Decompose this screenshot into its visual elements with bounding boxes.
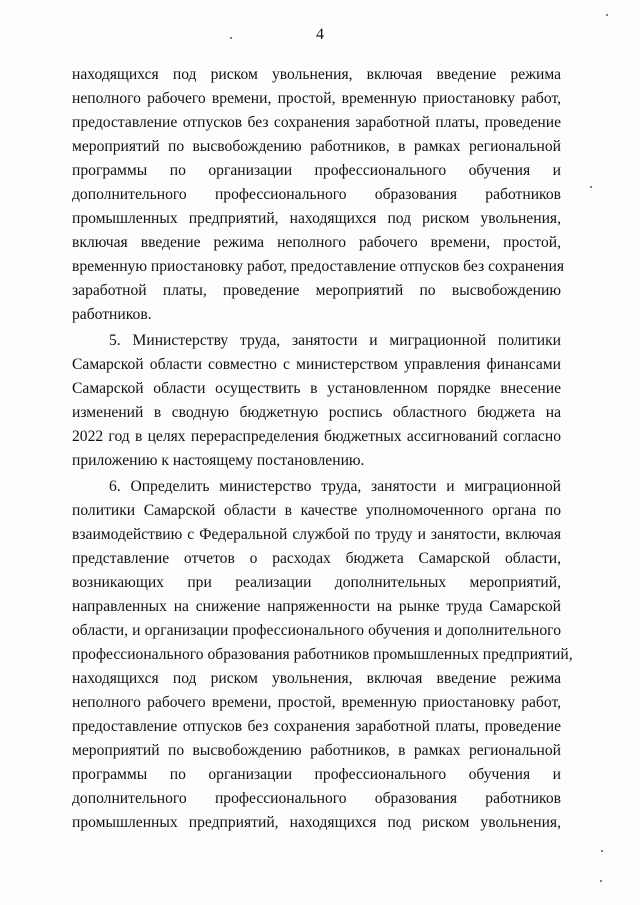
- text-line: находящихся под риском увольнения, включая введение режима: [72, 66, 561, 83]
- text-line: профессионального образования работников промышленных предприятий,: [72, 646, 573, 663]
- text-line: неполного рабочего времени, простой, временную приостановку работ,: [72, 90, 561, 107]
- text-line: заработной платы, проведение мероприятий по высвобождению: [72, 282, 561, 299]
- text-line: Самарской области совместно с министерством управления финансами: [72, 356, 561, 373]
- paragraph-5-first-line: 5. Министерству труда, занятости и миграционной политики: [109, 332, 561, 349]
- text-line: программы по организации профессионального обучения и: [72, 162, 561, 179]
- text-line: 2022 год в целях перераспределения бюджетных ассигнований согласно: [72, 428, 561, 445]
- text-line: неполного рабочего времени, простой, временную приостановку работ,: [72, 694, 561, 711]
- paragraph-6-first-line: 6. Определить министерство труда, занятости и миграционной: [109, 478, 561, 495]
- text-line: работников.: [72, 306, 152, 323]
- text-line: мероприятий по высвобождению работников, в рамках региональной: [72, 138, 561, 155]
- scan-speck: [230, 37, 232, 39]
- text-line: промышленных предприятий, находящихся под риском увольнения,: [72, 814, 561, 831]
- text-line: Самарской области осуществить в установленном порядке внесение: [72, 380, 561, 397]
- text-line: изменений в сводную бюджетную роспись областного бюджета на: [72, 404, 561, 421]
- text-line: направленных на снижение напряженности на рынке труда Самарской: [72, 598, 561, 615]
- text-line: политики Самарской области в качестве уполномоченного органа по: [72, 502, 561, 519]
- text-line: дополнительного профессионального образования работников: [72, 790, 561, 807]
- text-line: находящихся под риском увольнения, включая введение режима: [72, 670, 561, 687]
- text-line: взаимодействию с Федеральной службой по труду и занятости, включая: [72, 526, 561, 543]
- text-line: дополнительного профессионального образования работников: [72, 186, 561, 203]
- page-number: 4: [316, 26, 324, 43]
- text-line: представление отчетов о расходах бюджета Самарской области,: [72, 550, 561, 567]
- text-line: области, и организации профессионального обучения и дополнительного: [72, 622, 561, 639]
- text-line: промышленных предприятий, находящихся под риском увольнения,: [72, 210, 561, 227]
- scan-speck: [600, 880, 602, 882]
- scan-speck: [601, 850, 603, 852]
- text-line: предоставление отпусков без сохранения заработной платы, проведение: [72, 718, 561, 735]
- text-line: временную приостановку работ, предоставление отпусков без сохранения: [72, 258, 565, 275]
- text-line: возникающих при реализации дополнительных мероприятий,: [72, 574, 561, 591]
- scan-speck: [590, 186, 592, 188]
- text-line: программы по организации профессионального обучения и: [72, 766, 561, 783]
- scan-speck: [606, 14, 608, 16]
- text-line: приложению к настоящему постановлению.: [72, 452, 365, 469]
- text-line: мероприятий по высвобождению работников, в рамках региональной: [72, 742, 561, 759]
- text-line: включая введение режима неполного рабочего времени, простой,: [72, 234, 561, 251]
- text-line: предоставление отпусков без сохранения заработной платы, проведение: [72, 114, 561, 131]
